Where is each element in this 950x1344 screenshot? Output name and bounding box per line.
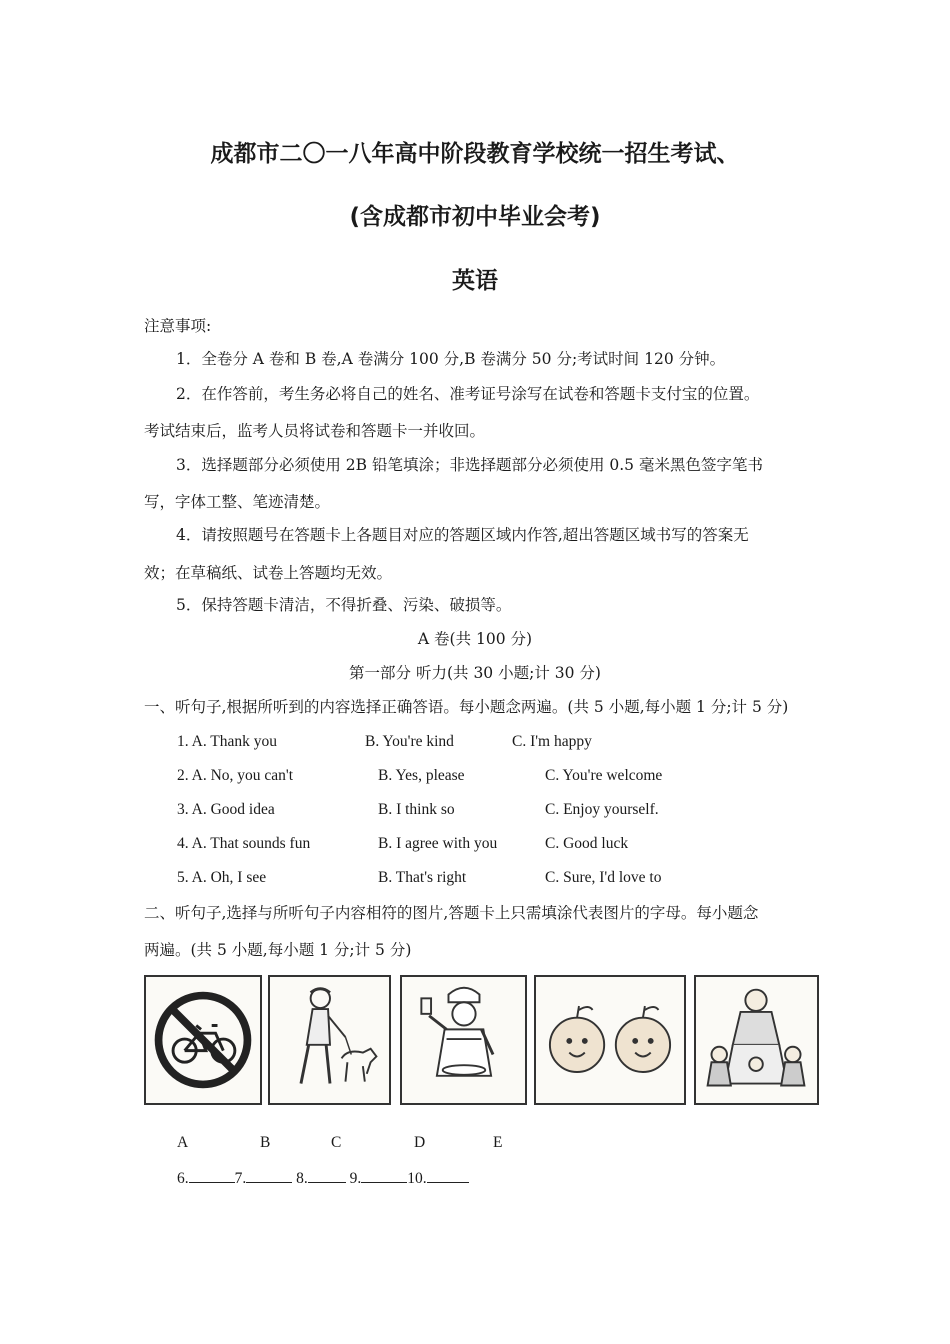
picture-label-b: B xyxy=(260,1134,271,1151)
volume-heading: A 卷(共 100 分) xyxy=(417,630,533,648)
answer-label-6: 6. xyxy=(177,1170,189,1187)
subject-title: 英语 xyxy=(452,268,498,294)
q2-option-b: B. Yes, please xyxy=(378,767,465,784)
answer-blank-10[interactable] xyxy=(427,1168,469,1183)
answer-blank-7[interactable] xyxy=(246,1168,292,1183)
exam-title: 成都市二〇一八年高中阶段教育学校统一招生考试、 xyxy=(210,141,740,167)
q2-option-c: C. You're welcome xyxy=(545,767,663,784)
notice-item-2-cont: 考试结束后，监考人员将试卷和答题卡一并收回。 xyxy=(144,422,486,440)
q5-option-a: 5. A. Oh, I see xyxy=(177,869,267,886)
picture-e-family-icon xyxy=(694,975,819,1105)
q3-option-c: C. Enjoy yourself. xyxy=(545,801,659,818)
section1-instruction: 一、听句子,根据所听到的内容选择正确答语。每小题念两遍。(共 5 小题,每小题 1 分;计 5 分) xyxy=(144,698,789,716)
notice-item-4: 4．请按照题号在答题卡上各题目对应的答题区域内作答,超出答题区域书写的答案无 xyxy=(176,526,749,544)
picture-label-e: E xyxy=(493,1134,503,1151)
notice-item-5: 5．保持答题卡清洁，不得折叠、污染、破损等。 xyxy=(176,596,512,614)
q2-option-a: 2. A. No, you can't xyxy=(177,767,294,784)
part-heading: 第一部分 听力(共 30 小题;计 30 分) xyxy=(349,664,601,682)
picture-c-cook-icon xyxy=(400,975,527,1105)
answer-label-9: 9. xyxy=(349,1170,362,1187)
section2-instruction-cont: 两遍。(共 5 小题,每小题 1 分;计 5 分) xyxy=(144,941,412,959)
q5-option-c: C. Sure, I'd love to xyxy=(545,869,662,886)
notice-item-2: 2．在作答前，考生务必将自己的姓名、准考证号涂写在试卷和答题卡支付宝的位置。 xyxy=(176,385,760,403)
notice-item-3: 3．选择题部分必须使用 2B 铅笔填涂；非选择题部分必须使用 0.5 毫米黑色签字笔书 xyxy=(176,456,763,474)
section2-instruction: 二、听句子,选择与所听句子内容相符的图片,答题卡上只需填涂代表图片的字母。每小题念 xyxy=(144,904,759,922)
picture-b-man-with-dog-icon xyxy=(268,975,391,1105)
q4-option-b: B. I agree with you xyxy=(378,835,498,852)
notice-item-4-cont: 效；在草稿纸、试卷上答题均无效。 xyxy=(144,564,393,582)
q4-option-a: 4. A. That sounds fun xyxy=(177,835,311,852)
picture-strip xyxy=(144,975,819,1108)
picture-label-a: A xyxy=(177,1134,189,1151)
picture-label-d: D xyxy=(414,1134,426,1151)
answer-label-8: 8. xyxy=(296,1170,308,1187)
picture-d-apples-icon xyxy=(534,975,686,1105)
notice-heading: 注意事项: xyxy=(144,317,212,335)
q1-option-a: 1. A. Thank you xyxy=(177,733,278,750)
q3-option-a: 3. A. Good idea xyxy=(177,801,275,818)
answer-label-7: 7. xyxy=(234,1170,247,1187)
answer-blank-8[interactable] xyxy=(308,1168,346,1183)
q3-option-b: B. I think so xyxy=(378,801,455,818)
q1-option-b: B. You're kind xyxy=(365,733,454,750)
notice-item-1: 1．全卷分 A 卷和 B 卷,A 卷满分 100 分,B 卷满分 50 分;考试时间 120 分钟。 xyxy=(176,350,726,368)
picture-a-no-bicycle-icon xyxy=(144,975,262,1105)
answer-blank-9[interactable] xyxy=(361,1168,407,1183)
q5-option-b: B. That's right xyxy=(378,869,467,886)
q1-option-c: C. I'm happy xyxy=(512,733,592,750)
picture-label-c: C xyxy=(331,1134,342,1151)
answer-blanks xyxy=(177,1168,469,1189)
q4-option-c: C. Good luck xyxy=(545,835,629,852)
answer-blank-6[interactable] xyxy=(189,1168,235,1183)
answer-label-10: 10. xyxy=(407,1170,427,1187)
notice-item-3-cont: 写，字体工整、笔迹清楚。 xyxy=(144,493,331,511)
exam-subtitle: (含成都市初中毕业会考) xyxy=(349,204,601,230)
